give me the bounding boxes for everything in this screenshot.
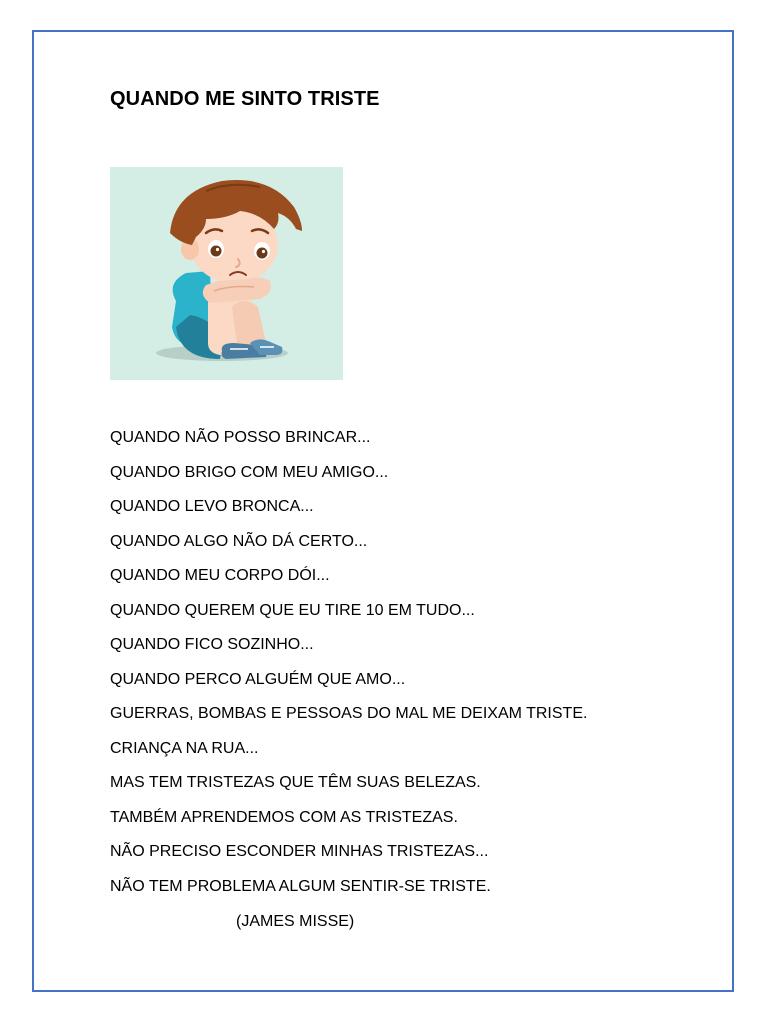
page-title: QUANDO ME SINTO TRISTE (110, 88, 380, 110)
poem-line: CRIANÇA NA RUA... (110, 739, 259, 757)
poem-line: TAMBÉM APRENDEMOS COM AS TRISTEZAS. (110, 808, 458, 826)
poem-line: QUANDO FICO SOZINHO... (110, 636, 314, 653)
poem-line: GUERRAS, BOMBAS E PESSOAS DO MAL ME DEIXAM TRISTE. (110, 705, 588, 722)
poem-line: QUANDO NÃO POSSO BRINCAR... (110, 429, 371, 446)
poem-line: NÃO TEM PROBLEMA ALGUM SENTIR-SE TRISTE. (110, 877, 491, 895)
poem-line: NÃO PRECISO ESCONDER MINHAS TRISTEZAS... (110, 843, 489, 860)
author-credit: (JAMES MISSE) (236, 913, 355, 930)
sad-boy-illustration (110, 167, 343, 380)
poem-lines (110, 426, 587, 909)
poem-line: QUANDO QUEREM QUE EU TIRE 10 EM TUDO... (110, 601, 475, 619)
poem-line: MAS TEM TRISTEZAS QUE TÊM SUAS BELEZAS. (110, 774, 481, 791)
poem-line: QUANDO LEVO BRONCA... (110, 498, 314, 515)
poem-line: QUANDO BRIGO COM MEU AMIGO... (110, 463, 389, 481)
poem-line: QUANDO ALGO NÃO DÁ CERTO... (110, 532, 368, 550)
poem-line: QUANDO MEU CORPO DÓI... (110, 567, 330, 584)
poem-line: QUANDO PERCO ALGUÉM QUE AMO... (110, 670, 406, 688)
